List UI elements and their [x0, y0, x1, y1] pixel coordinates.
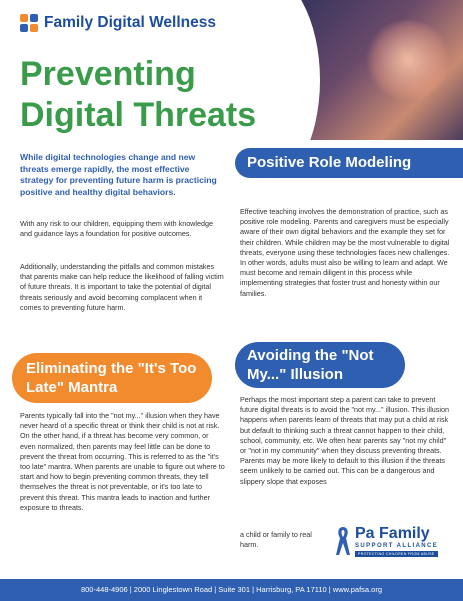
brand-name: Family Digital Wellness: [44, 14, 216, 31]
footer-contact: 800-448-4906 | 2000 Linglestown Road | Suite 301 | Harrisburg, PA 17110 | www.pafsa.org: [0, 579, 463, 601]
pa-logo-tag: PROTECTING CHILDREN FROM ABUSE: [355, 551, 438, 557]
section-heading-positive: Positive Role Modeling: [235, 148, 463, 178]
section-body-illusion-tail: a child or family to real harm.: [240, 530, 312, 550]
hero-photo: [270, 0, 463, 140]
intro-text: While digital technologies change and new threats emerge rapidly, the most effective strategy for preventing future harm is practicing positive and healthy digital behaviors.: [20, 152, 217, 197]
page-title: Preventing Digital Threats: [20, 55, 257, 134]
section-heading-illusion: Avoiding the "Not My..." Illusion: [235, 342, 405, 388]
pa-logo-sub: SUPPORT ALLIANCE: [355, 543, 439, 549]
section-body-too-late: Parents typically fall into the "not my..." illusion when they have never heard of a specific threat or think their child is not at risk. On the other hand, if a threat has become very common, or even normalized, then parents may feel little can be done to prevent the threat from occurring. This is referred to as the "it's too late" mantra. When parents are unable to figure out where to start and how to begin preventing common threats, they tell themselves the threat is not preventable, or it's too late to prevent this threat. This mantra leads to inaction and further exposure to threats.: [20, 411, 225, 512]
section-heading-too-late: Eliminating the "It's Too Late" Mantra: [12, 353, 212, 403]
ribbon-icon: [335, 525, 351, 557]
paragraph: Additionally, understanding the pitfalls and common mistakes that parents make can help reduce the likelihood of falling victim of future threats. It is important to take the potential of digital threats seriously and avoid becoming complacent when it comes to preventing future harm.: [20, 262, 224, 312]
brand-logo: [20, 14, 216, 32]
family-logo-icon: [20, 14, 38, 32]
section-body-positive: Effective teaching involves the demonstration of practice, such as positive role modeling. Parents and caregivers must be especially aware of their own digital behaviors and the example they set for their children. While children may be the most vulnerable to digital threats, everyone using these technologies faces new challenges. In other words, adults must also be willing to learn and adapt. We must become and remain diligent in this process while implementing strategies that foster trust and honesty within our families.: [240, 207, 450, 298]
pa-family-logo: [335, 525, 455, 570]
paragraph: With any risk to our children, equipping them with knowledge and guidance lays a foundation for positive outcomes.: [20, 219, 213, 239]
pa-logo-name: Pa Family: [355, 525, 430, 542]
section-body-illusion: Perhaps the most important step a parent can take to prevent future digital threats is to avoid the "not my..." illusion. This illusion happens when parents learn of threats that may put a child at risk but default to thinking such a threat cannot happen to their child, school, community, etc. We often hear parents say "not my child" or "not in my community" when they discuss preventing threats. Parents may be more likely to default to this illusion if the threats seem unlikely to be carried out. This can be a dangerous and slippery slope that exposes: [240, 395, 449, 486]
